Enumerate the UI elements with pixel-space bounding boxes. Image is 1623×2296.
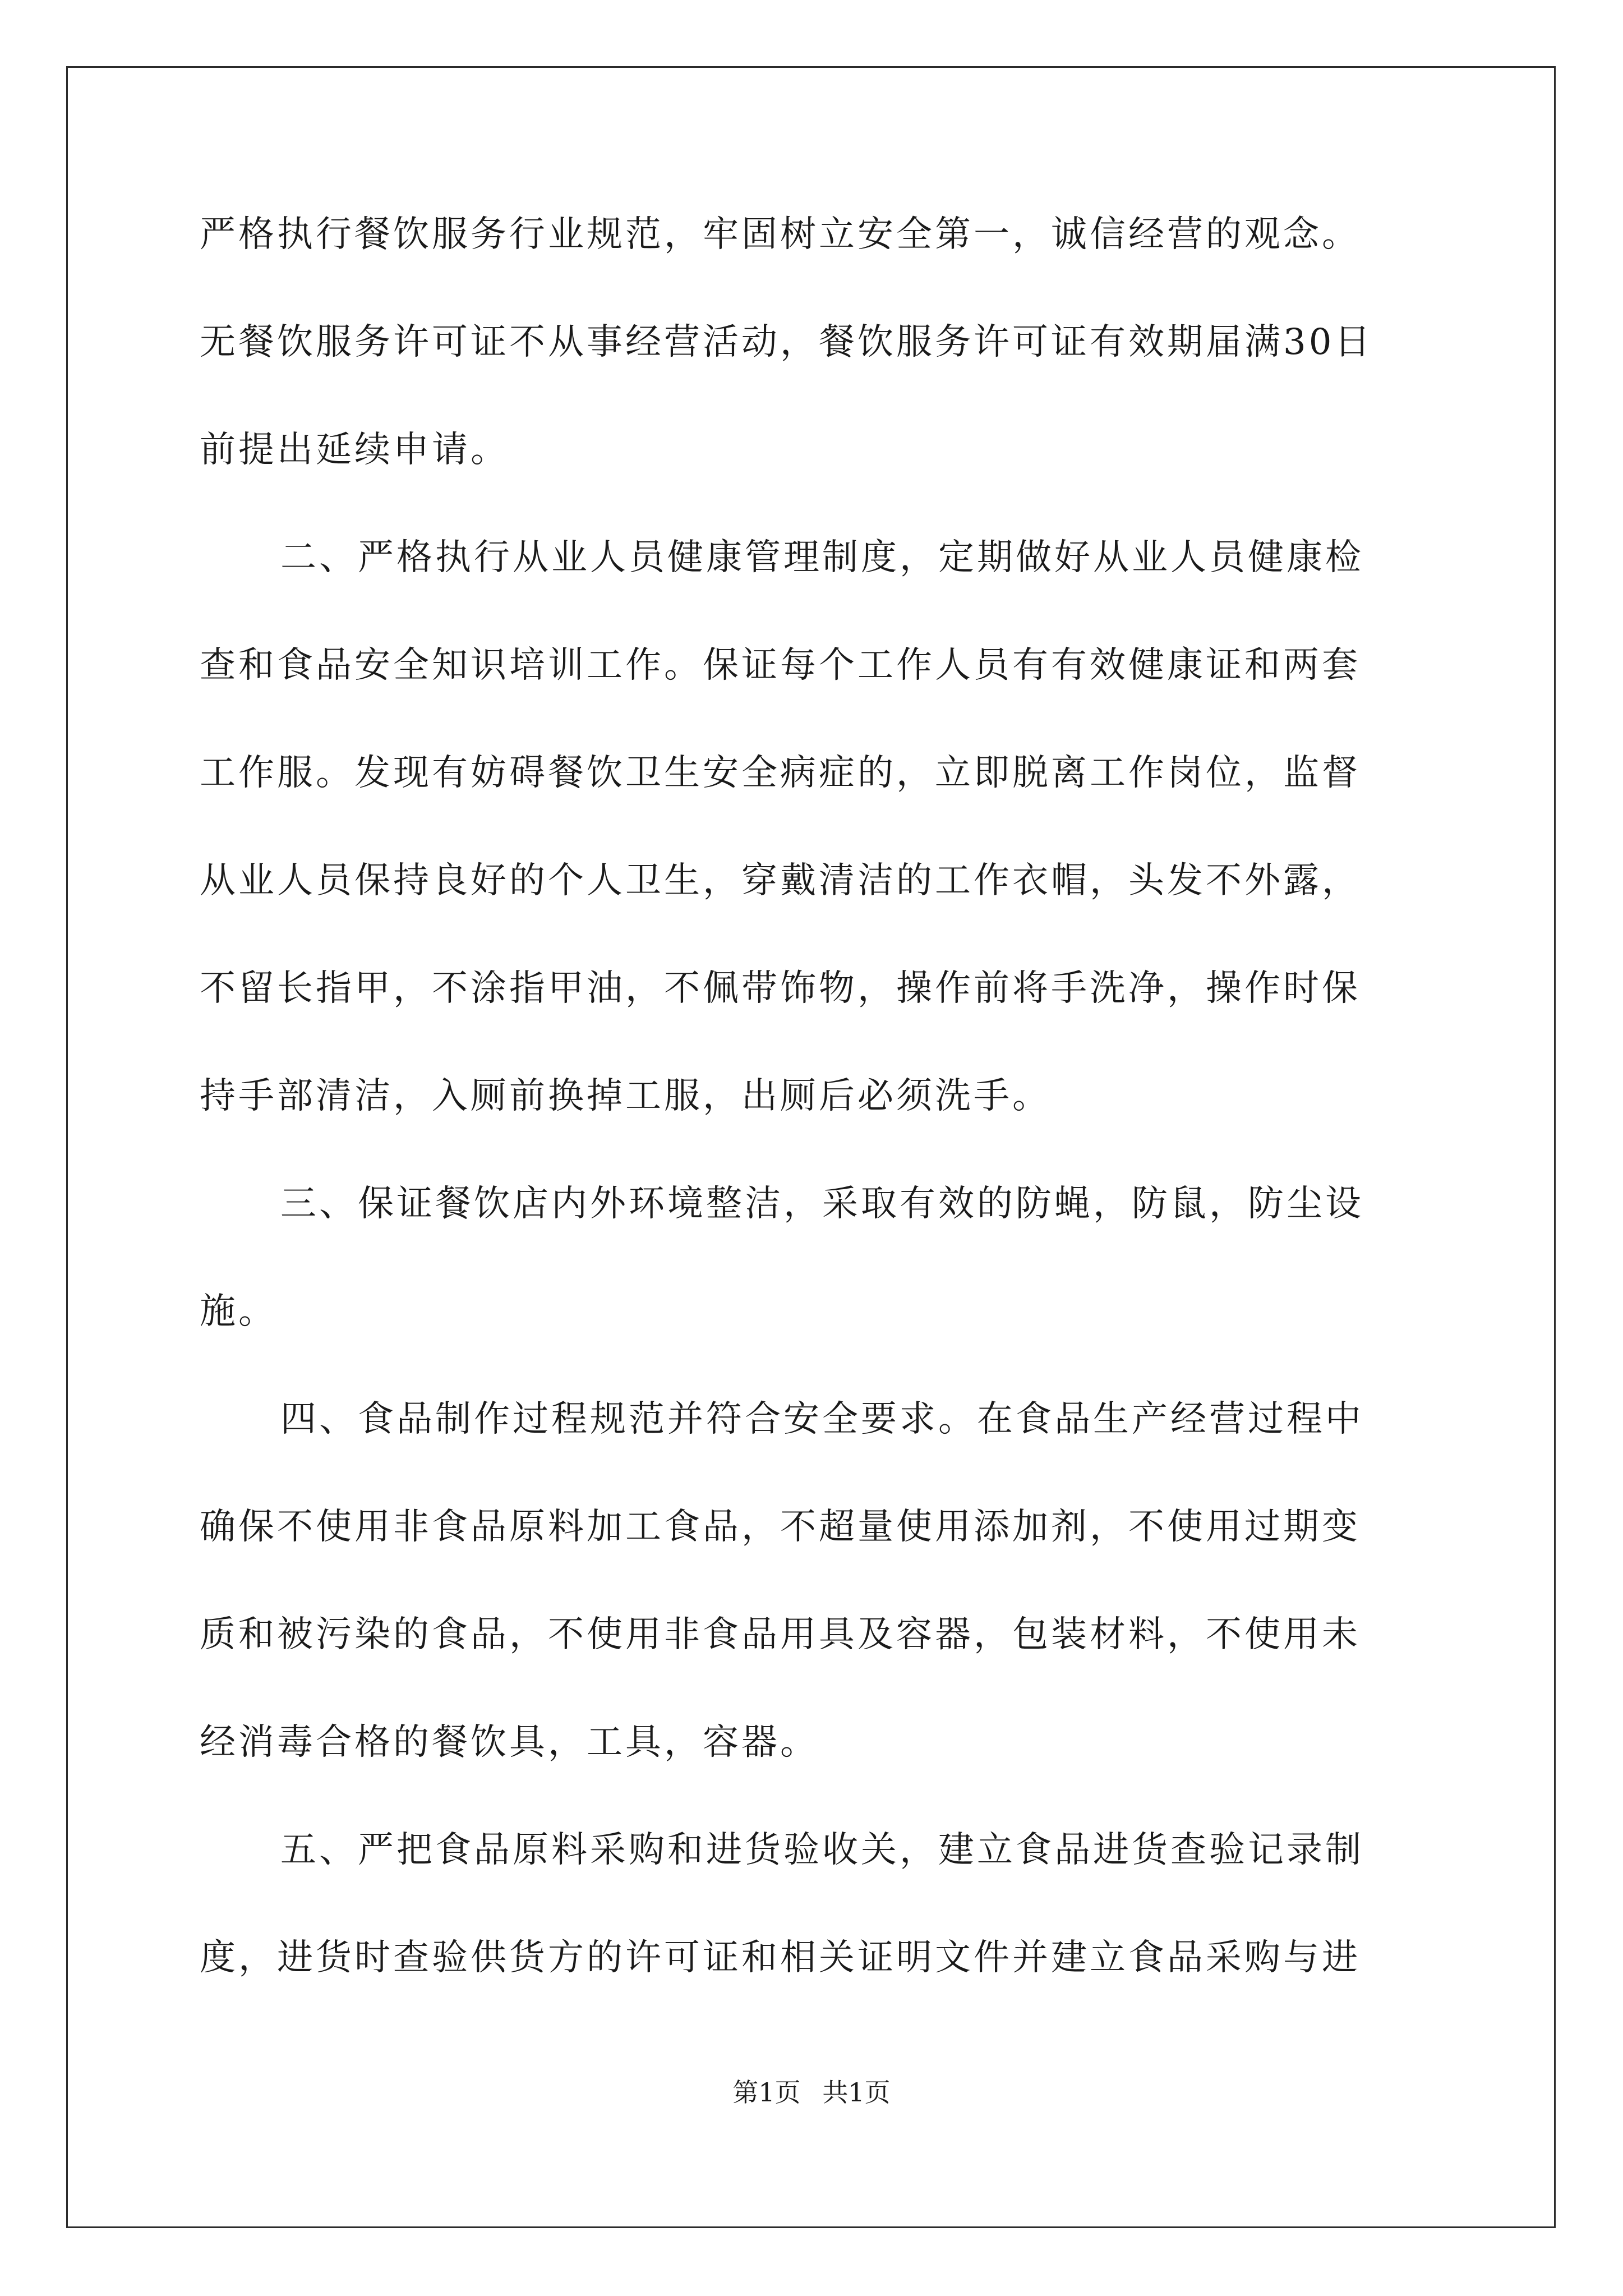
body-text-line: 查和食品安全知识培训工作。保证每个工作人员有有效健康证和两套 — [200, 645, 1361, 686]
body-text-line: 不留长指甲，不涂指甲油，不佩带饰物，操作前将手洗净，操作时保 — [200, 968, 1361, 1009]
body-text-line: 质和被污染的食品，不使用非食品用具及容器，包装材料，不使用未 — [200, 1614, 1361, 1655]
body-text-line: 确保不使用非食品原料加工食品，不超量使用添加剂，不使用过期变 — [200, 1506, 1361, 1548]
body-text-line: 无餐饮服务许可证不从事经营活动，餐饮服务许可证有效期届满30日 — [200, 321, 1373, 363]
body-text-line: 四、食品制作过程规范并符合安全要求。在食品生产经营过程中 — [280, 1398, 1364, 1440]
body-text-line: 前提出延续申请。 — [200, 429, 509, 471]
body-text-line: 二、严格执行从业人员健康管理制度，定期做好从业人员健康检 — [280, 537, 1364, 578]
body-text-line: 施。 — [200, 1291, 277, 1332]
body-text-line: 严格执行餐饮服务行业规范，牢固树立安全第一，诚信经营的观念。 — [200, 214, 1361, 255]
body-text-line: 经消毒合格的餐饮具，工具，容器。 — [200, 1722, 819, 1763]
body-text-line: 五、严把食品原料采购和进货验收关，建立食品进货查验记录制 — [280, 1829, 1364, 1871]
page-footer — [0, 2076, 1623, 2109]
body-text-line: 三、保证餐饮店内外环境整洁，采取有效的防蝇，防鼠，防尘设 — [280, 1183, 1364, 1225]
body-text-line: 工作服。发现有妨碍餐饮卫生安全病症的，立即脱离工作岗位，监督 — [200, 752, 1361, 794]
document-body — [200, 208, 1428, 2039]
body-text-line: 度，进货时查验供货方的许可证和相关证明文件并建立食品采购与进 — [200, 1937, 1361, 1978]
page-number: 第1页 — [732, 2077, 801, 2108]
body-text-line: 持手部清洁，入厕前换掉工服，出厕后必须洗手。 — [200, 1075, 1051, 1117]
page-total: 共1页 — [822, 2077, 891, 2108]
body-text-line: 从业人员保持良好的个人卫生，穿戴清洁的工作衣帽，头发不外露， — [200, 860, 1361, 901]
